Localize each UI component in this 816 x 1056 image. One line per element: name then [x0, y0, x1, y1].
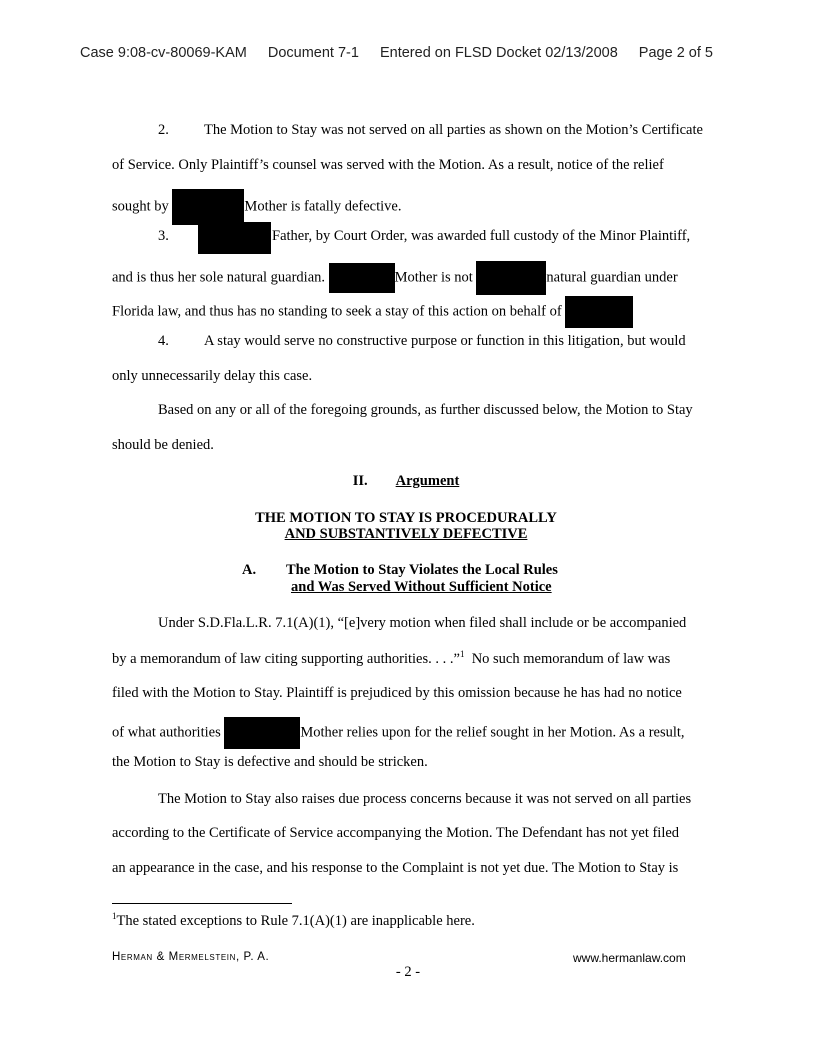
argument-line-1: Under S.D.Fla.L.R. 7.1(A)(1), “[e]very motion when filed shall include or be accompanied [158, 615, 687, 631]
section-title: Argument [395, 473, 460, 489]
subheading-line-1: The Motion to Stay Violates the Local Rules [286, 562, 558, 578]
document-number: Document 7-1 [267, 45, 359, 61]
docket-entry: Entered on FLSD Docket 02/13/2008 [379, 45, 618, 61]
paragraph-3-line-2: and is thus her sole natural guardian. Mother is not natural guardian under [112, 261, 678, 295]
paragraph-4-line-2: only unnecessarily delay this case. [112, 368, 313, 384]
conclusion-line-2: should be denied. [112, 437, 214, 453]
page-count: Page 2 of 5 [638, 45, 713, 61]
redaction-box [329, 263, 395, 293]
page-number: - 2 - [395, 964, 421, 980]
argument-line-2: by a memorandum of law citing supporting authorities. . . .”$^1$ No such memorandum of law was [112, 649, 671, 667]
redaction-box [565, 296, 633, 328]
paragraph-3-line-3: Florida law, and thus has no standing to seek a stay of this action on behalf of [112, 296, 633, 328]
section-number: II. [352, 473, 368, 489]
paragraph-number: 2. [158, 122, 169, 138]
due-process-line-1: The Motion to Stay also raises due process concerns because it was not served on all parties [158, 791, 692, 807]
argument-heading-line-1: THE MOTION TO STAY IS PROCEDURALLY [255, 510, 557, 526]
argument-heading-line-2: AND SUBSTANTIVELY DEFECTIVE [284, 526, 528, 542]
footnote-reference: 1 [459, 649, 465, 660]
due-process-line-2: according to the Certificate of Service accompanying the Motion. The Defendant has not yet filed [112, 825, 680, 841]
redaction-box [476, 261, 546, 295]
argument-line-4: of what authorities Mother relies upon for the relief sought in her Motion. As a result, [112, 717, 685, 749]
case-number: Case 9:08-cv-80069-KAM [80, 45, 247, 61]
footnote-mark: 1 [112, 911, 117, 922]
subheading-line-2: and Was Served Without Sufficient Notice [291, 579, 552, 595]
subheading-letter: A. [242, 562, 257, 578]
conclusion-line-1: Based on any or all of the foregoing grounds, as further discussed below, the Motion to Stay [158, 402, 693, 418]
redaction-box [198, 222, 271, 254]
firm-website: www.hermanlaw.com [573, 951, 686, 965]
paragraph-number: 3. [158, 228, 169, 244]
paragraph-2-line-3: sought by Mother is fatally defective. [112, 189, 401, 225]
section-heading [112, 472, 700, 491]
paragraph-2-line-2: of Service. Only Plaintiff’s counsel was served with the Motion. As a result, notice of the relief [112, 157, 664, 173]
firm-name: Herman & Mermelstein, P. A. [112, 951, 270, 963]
footnote: $^1$The stated exceptions to Rule 7.1(A)(1) are inapplicable here. [112, 911, 475, 929]
redaction-box [224, 717, 300, 749]
paragraph-number: 4. [158, 333, 169, 349]
due-process-line-3: an appearance in the case, and his response to the Complaint is not yet due. The Motion to Stay is [112, 860, 679, 876]
docket-header [80, 45, 730, 61]
redaction-box [172, 189, 244, 225]
argument-line-3: filed with the Motion to Stay. Plaintiff is prejudiced by this omission because he has had no notice [112, 685, 682, 701]
argument-line-5: the Motion to Stay is defective and should be stricken. [112, 754, 428, 770]
footnote-divider [112, 903, 292, 904]
